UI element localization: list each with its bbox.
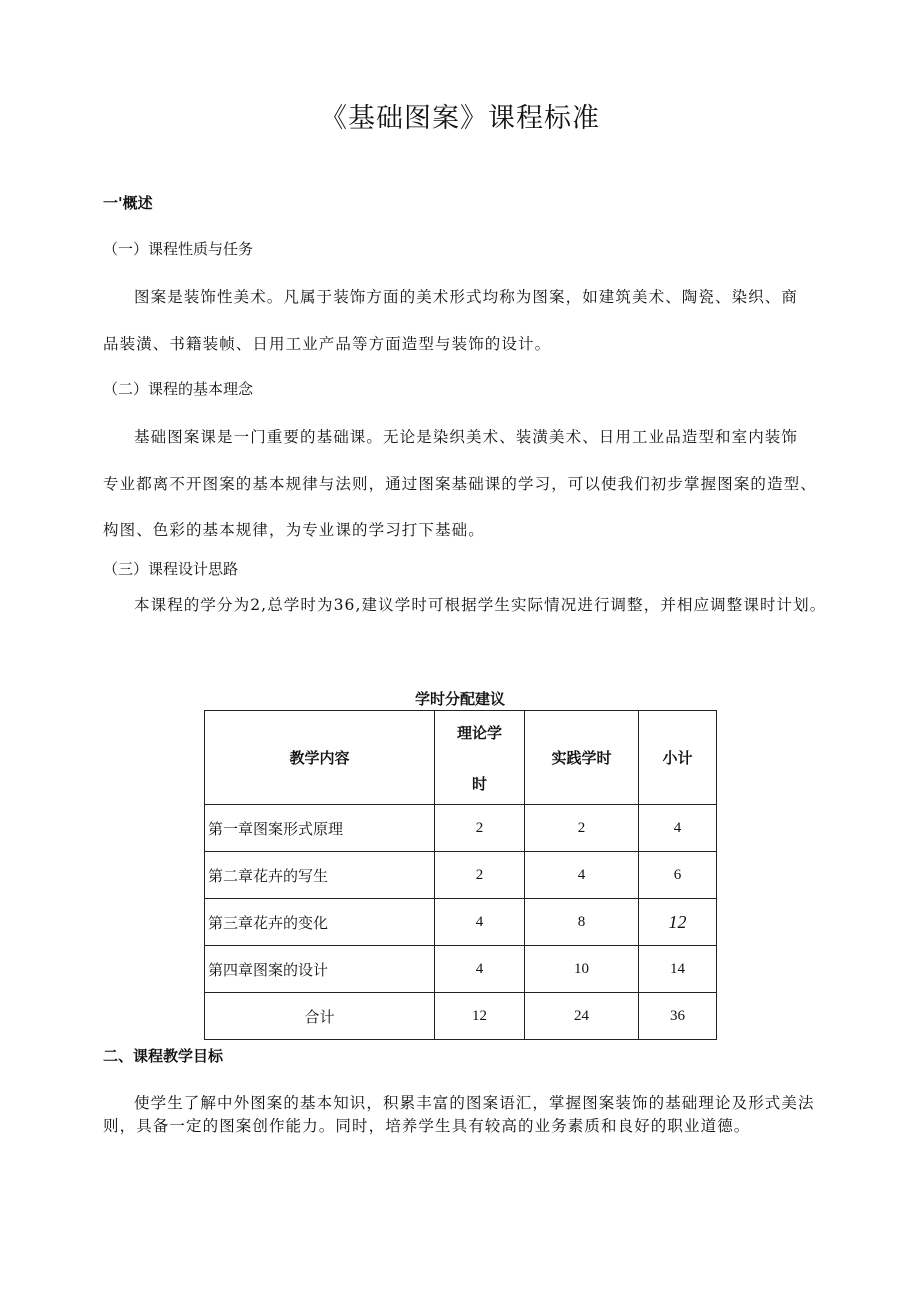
total-theory: 12 bbox=[435, 993, 525, 1040]
subheading-design-idea: （三）课程设计思路 bbox=[103, 560, 239, 578]
table-row bbox=[205, 805, 717, 852]
row-subtotal: 12 bbox=[639, 899, 717, 946]
section-heading-overview: 一'概述 bbox=[103, 194, 153, 212]
total-subtotal: 36 bbox=[639, 993, 717, 1040]
paragraph-concept-line1: 基础图案课是一门重要的基础课。无论是染织美术、装潢美术、日用工业品造型和室内装饰 bbox=[134, 428, 799, 446]
subheading-nature-task: （一）课程性质与任务 bbox=[103, 240, 254, 258]
table-row bbox=[205, 946, 717, 993]
document-title: 《基础图案》课程标准 bbox=[320, 103, 600, 134]
hours-allocation-table bbox=[204, 710, 717, 1040]
row-theory: 4 bbox=[435, 899, 525, 946]
header-theory bbox=[435, 711, 525, 805]
row-subtotal: 6 bbox=[639, 852, 717, 899]
row-practice: 10 bbox=[525, 946, 639, 993]
paragraph-nature-line2: 品装潢、书籍装帧、日用工业产品等方面造型与装饰的设计。 bbox=[103, 335, 552, 353]
subheading-basic-concept: （二）课程的基本理念 bbox=[103, 380, 254, 398]
total-practice: 24 bbox=[525, 993, 639, 1040]
paragraph-objectives-line1: 使学生了解中外图案的基本知识，积累丰富的图案语汇，掌握图案装饰的基础理论及形式美法 bbox=[134, 1094, 815, 1112]
row-content: 第四章图案的设计 bbox=[205, 946, 435, 993]
table-row bbox=[205, 852, 717, 899]
paragraph-objectives-line2: 则，具备一定的图案创作能力。同时，培养学生具有较高的业务素质和良好的职业道德。 bbox=[103, 1117, 751, 1135]
header-theory-line1: 理论学 bbox=[456, 723, 502, 742]
row-content: 第二章花卉的写生 bbox=[205, 852, 435, 899]
header-theory-line2: 时 bbox=[471, 774, 487, 793]
row-subtotal: 14 bbox=[639, 946, 717, 993]
table-row bbox=[205, 899, 717, 946]
section-heading-objectives: 二、课程教学目标 bbox=[103, 1047, 224, 1065]
row-theory: 2 bbox=[435, 852, 525, 899]
table-total-row bbox=[205, 993, 717, 1040]
paragraph-concept-line3: 构图、色彩的基本规律，为专业课的学习打下基础。 bbox=[103, 521, 485, 539]
header-practice: 实践学时 bbox=[525, 711, 639, 805]
paragraph-concept-line2: 专业都离不开图案的基本规律与法则，通过图案基础课的学习，可以使我们初步掌握图案的造型、 bbox=[103, 475, 817, 493]
row-practice: 2 bbox=[525, 805, 639, 852]
table-caption: 学时分配建议 bbox=[414, 690, 505, 708]
header-subtotal: 小计 bbox=[639, 711, 717, 805]
row-practice: 4 bbox=[525, 852, 639, 899]
paragraph-design-line1: 本课程的学分为2,总学时为36,建议学时可根据学生实际情况进行调整，并相应调整课时计划。 bbox=[134, 596, 827, 614]
row-content: 第一章图案形式原理 bbox=[205, 805, 435, 852]
row-practice: 8 bbox=[525, 899, 639, 946]
paragraph-nature-line1: 图案是装饰性美术。凡属于装饰方面的美术形式均称为图案，如建筑美术、陶瓷、染织、商 bbox=[134, 288, 799, 306]
row-theory: 4 bbox=[435, 946, 525, 993]
row-theory: 2 bbox=[435, 805, 525, 852]
row-subtotal: 4 bbox=[639, 805, 717, 852]
row-content: 第三章花卉的变化 bbox=[205, 899, 435, 946]
total-label: 合计 bbox=[205, 993, 435, 1040]
header-content: 教学内容 bbox=[205, 711, 435, 805]
table-header-row bbox=[205, 711, 717, 805]
